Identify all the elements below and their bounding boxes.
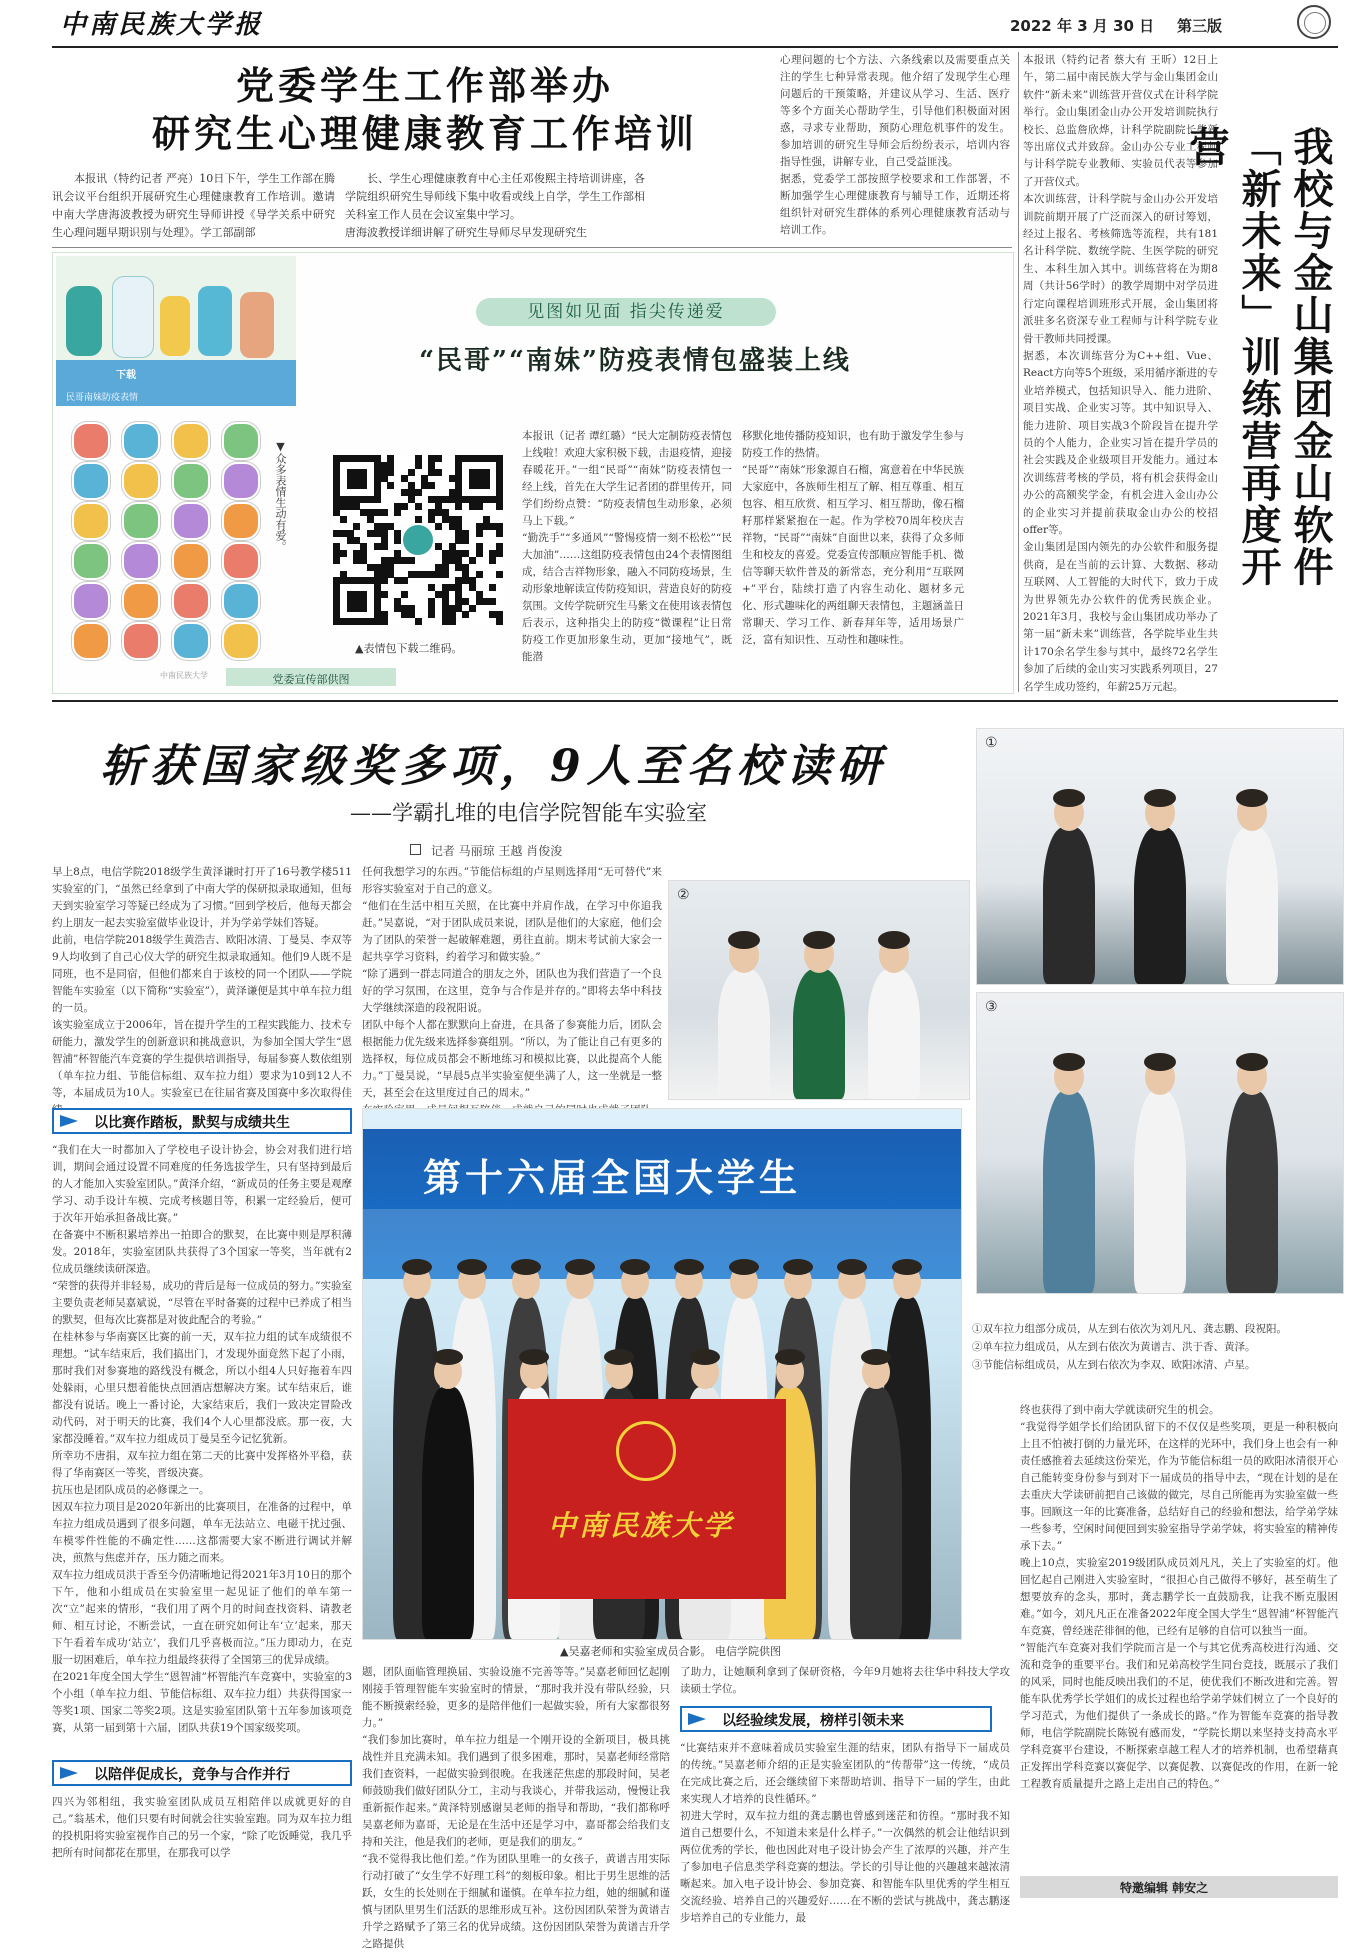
person-figure bbox=[1134, 827, 1186, 984]
photo-1 bbox=[976, 728, 1344, 985]
masthead-name: 中南民族大学报 bbox=[60, 10, 264, 40]
article1-col1: 本报讯（特约记者 严亮）10日下午，学生工作部在腾讯会议平台组织开展研究生心理健康教育工作培训。邀请中南大学唐海波教授为研究生导师讲授《导学关系中研究生心理问题早期识别与处理》。学工部副部 bbox=[52, 172, 335, 239]
qr-code-icon[interactable] bbox=[333, 455, 503, 625]
photo-3 bbox=[976, 992, 1344, 1294]
emoji-sticker bbox=[172, 622, 210, 660]
section-head-1: 以比赛作踏板，默契与成绩共生 bbox=[52, 1108, 352, 1134]
emoji-sticker bbox=[122, 462, 160, 500]
photo-3-number: ③ bbox=[985, 999, 998, 1015]
person-figure bbox=[793, 969, 845, 1099]
competition-banner: 第十六届全国大学生 bbox=[363, 1129, 961, 1279]
feature-col2-top: 任何我想学习的东西。”节能信标组的卢星则选择用“无可替代”来形容实验室对于自己的意义。 “他们在生活中相互关照，在比赛中并肩作战，在学习中你追我赶。”吴嘉说，“对于团队成员来说，团队是他们的大家庭，他们会为了团队的荣誉一起破解难题，勇往直前。期末考试前大家会一起共享学习资料，约着学习和做实验。” “除了遇到一群志同道合的朋友之外，团队也为我们营造了一个良好的学习氛围，在这里，竞争与合作是并存的。”即将去华中科技大学继续深造的段祝阳说。 团队中每个人都在默默向上奋进，在具备了参赛能力后，团队会根据能力优先级来选择参赛组别。“所以，为了能让自己有更多的选择权，每位成员都会不断地练习和模拟比赛，以此提高个人能力。”丁曼昊说，“早晨5点半实验室便坐满了人，这一坐就是一整天，甚至会在这里度过自己的周末。” bbox=[362, 866, 662, 1099]
emoji-sticker bbox=[172, 462, 210, 500]
emoji-body-col1: 本报讯（记者 谭红璐）“民大定制防疫表情包上线啦！欢迎大家积极下载，击退疫情，迎接春暖花开。”一组“民哥”“南妹”防疫表情包一经上线，首先在大学生记者团的群里传开，同学们纷纷点赞：“防疫表情包生动形象，必须马上下载。” “勤洗手”“多通风”“警惕疫情一刻不松松”“民大加油”……这组防疫表情包由24个表情图组成，结合吉祥物形象，融入不同防疫场景，生动形象地解读宣传防疫知识，营造良好的防疫氛围。文传学院研究生马紫文在使用该表情包后表示，这种指尖上的防疫“微课程”让日常防疫工作更加形象生动，更加“接地气”，既能潜 bbox=[522, 430, 732, 663]
feature-col1-intro: 早上8点，电信学院2018级学生黄泽谦时打开了16号教学楼511实验室的门，“虽然已经拿到了中南大学的保研拟录取通知，但每天到实验室学习等疑已经成为了习惯。”回到学校后，他每天都会约上朋友一起去实验室做毕业设计，并为学弟学妹们答疑。 此前，电信学院2018级学生黄浩吉、欧阳冰清、丁曼昊、李双等9人均收到了自己心仪大学的研究生拟录取通知。他们9人既不是同班，也不是同宿，但他们都来自于该校的同一个团队——学院智能车实验室（以下简称“实验室”），黄泽谦便是其中单车拉力组的一员。 该实验室成立于2006年，旨在提升学生的工程实践能力、技术专研能力，激发学生的创新意识和挑战意识，为参加全国大学生“恩智浦”杯智能汽车竞赛的学生提供培训指导，每届参赛人数依组别（单车拉力组、节能信标组、双车拉力组）要求为10到12人不等，本届成员为10人。实验室已在往届省赛及国赛中多次取得佳 bbox=[52, 866, 352, 1099]
emoji-sticker bbox=[72, 462, 110, 500]
person-figure bbox=[422, 1387, 474, 1639]
emoji-body-col2: 移默化地传播防疫知识，也有助于激发学生参与防疫工作的热情。 “民哥”“南妹”形象源自石榴，寓意着在中华民族大家庭中，各族师生相互了解、相互尊重、相互包容、相互欣赏、相互学习、相互帮助，像石榴籽那样紧紧抱在一起。作为学校70周年校庆吉祥物，“民哥”“南妹”自面世以来，获得了众多师生和校友的喜爱。党委宣传部顺应智能手机、微信等聊天软件普及的新常态，充分利用“互联网+”平台，陆续打造了内容生动化、题材多元化、形式趣味化的两组聊天表情包，主题涵盖日常聊天、学习工作、新春拜年等，适用场景广泛，富有知识性、互动性和趣味性。 bbox=[742, 430, 964, 646]
emoji-credit: 中南民族大学 bbox=[160, 671, 208, 680]
feature-byline: 记者 马丽琼 王越 肖俊浚 bbox=[410, 842, 562, 859]
section-head-3: 以经验续发展，榜样引领未来 bbox=[680, 1706, 992, 1732]
emoji-panel-download-label: 下载 bbox=[116, 370, 136, 381]
emoji-sticker bbox=[122, 502, 160, 540]
feature-col4: 终也获得了到中南大学就读研究生的机会。 “我觉得学姐学长们给团队留下的不仅仅是些奖项，更是一种积极向上且不怕被打倒的力量光环，在这样的光环中，我们身上也会有一种责任感推着去延续这份荣光，作为节能信标组一员的欧阳冰清很开心自己能转变身份参与到对下一届成员的指导中去，“现在计划的是在去重庆大学读研前把自己该做的做完，尽自己所能再为实验室做一些事。回顾这一年的比赛准备，总结好自己的经验和想法，给学弟学妹一些参考，空闲时间便回到实验室指导学弟学妹，将实验室的精神传承下去。” 晚上10点，实验室2019级团队成员刘凡凡，关上了实验室的灯。他回忆起自己刚进入实验室时，“很担心自己做得不够好，甚至萌生了想要放弃的念头，那时，龚志鹏学长一直鼓励我，让我不断克服困难。”如今，刘凡凡正在准备2022年度全国大学生“恩智浦”杯智能汽车竞赛，曾经迷茫徘徊的他，已经有足够的自信可以独当一面。 “智能汽车竞赛对我们学院而言是一个与其它优秀高校进行沟通、交流和竞争的重要平台。我们和兄弟高校学生同台竞技，既展示了我们的风采，同时也能反映出我们的不足，使优我们不断改进和完善。智能车队优秀学长学姐们的成长过程也给学弟学妹们树立了一个良好的学习范式，为他们提供了一条成长的路。”作为智能车竞赛的指导教师，电信学院副院长陈锐有感而发，“学院长期以来坚持支持高水平学科竞赛平台建设，不断探索卓越工程人才的培养机制，也希望藉真正发挥出学科竞赛以赛促学、以赛促教、以赛促改的作用，在新一轮工程教育质量提升之路上走出自己的特色。” bbox=[1020, 1404, 1338, 1790]
photo-captions bbox=[972, 1320, 1342, 1374]
emoji-sticker bbox=[172, 502, 210, 540]
emoji-banner: 见图如见面 指尖传递爱 bbox=[476, 298, 776, 326]
emoji-sticker-grid bbox=[68, 420, 268, 665]
article1-title: 党委学生工作部举办 研究生心理健康教育工作培训 bbox=[151, 63, 698, 156]
emoji-panel-name-label: 民哥南妹防疫表情 bbox=[66, 393, 139, 403]
emoji-sticker bbox=[122, 422, 160, 460]
emoji-sticker bbox=[122, 542, 160, 580]
person-figure bbox=[1043, 827, 1095, 984]
feature-col3-top: 了助力，让她顺利拿到了保研资格，今年9月她将去往华中科技大学攻读硕士学位。 bbox=[680, 1666, 1010, 1695]
emoji-cartoon-strip bbox=[56, 256, 296, 406]
feature-col1-body: “我们在大一时都加入了学校电子设计协会，协会对我们进行培训，期间会通过设置不同难度的任务选拔学生，只有坚持到最后的人才能加入实验室团队。”黄泽介绍，“新成员的任务主要是观摩学习、动手设计车模、完成考核题目等，积累一定经验后，便可于次年开始承担备战比赛。” 在备赛中不断积累培养出一拍即合的默契，在比赛中则是厚积薄发。2018年，实验室团队共获得了3个国家一等奖，当年就有2位成员继续读研深造。 “荣誉的获得并非轻易，成功的背后是每一位成员的努力。”实验室主要负责老师吴嘉斌说，“尽管在平时备赛的过程中已养成了相当的默契，但每次比赛都是对彼此配合的考验。” 在桂林参与华南赛区比赛的前一天，双车拉力组的试车成绩很不理想。“试车结束后，我们搞出门，才发现外面竟然下起了小雨，那时我们对参赛地的路线没有概念，所以小组4人只好拖着车四处躲雨，心里只想着能快点回酒店想解决方案。试车结束后，谁都没有说话。晚上一番讨论，大家结束后，我们一致决定冒险改动代码，对于明天的比赛，我们4个人心里都没底。那一夜，大家都没睡着。”双车拉力组成员丁曼昊至今记忆犹新。 所幸功不唐捐，双车拉力组在第二天的比赛中发挥格外平稳，获得了华南赛区一等奖，晋级决赛。 抗压也是团队成员的必修课之一。 因双车拉力项目是2020年新出的比赛项目，在准备的过程中，单车拉力组成员遇到了很多问题，单车无法站立、电磁干扰过强、车模零件性能的不确定性……这都需要大家不断进行调试并解决，煎熬与焦虑并存，压力随之而来。 双车拉力组成员洪于香至今仍清晰地记得2021年3月10日的那个下午，他和小组成员在实验室里一起见证了他们的单车第一次“立”起来的情形，“我们用了两个月的时间查找资料、请教老师、相互讨论，不断尝试，一直在研究如何让车‘立’起来，那天下午看着车成功‘站立’，我们几乎喜极而泣。”压力即动力，在克服一切困难后，单车拉力组最终获得了全国第三的优异成绩。 在2021年度全国大学生“恩智浦”杯智能汽车竞赛中，实验室的3个小组（单车拉力组、节能信标组、双车拉力组）共获得国家一等奖1项、国家二等奖2项。这是实验室团队第十五年参加该项竞赛，从第一届到第十六届，团队共获19个国家级奖项。 bbox=[52, 1144, 352, 1734]
emoji-sticker bbox=[72, 582, 110, 620]
caption-3: ③节能信标组成员，从左到右依次为李双、欧阳冰清、卢星。 bbox=[972, 1359, 1256, 1371]
emoji-sticker bbox=[222, 582, 260, 620]
person-figure bbox=[1226, 1091, 1278, 1293]
emoji-sticker bbox=[172, 422, 210, 460]
person-figure bbox=[1226, 827, 1278, 984]
caption-1: ①双车拉力组部分成员，从左到右依次为刘凡凡、龚志鹏、段祝阳。 bbox=[972, 1323, 1287, 1335]
emoji-sticker bbox=[122, 622, 160, 660]
issue-date: 2022 年 3 月 30 日 bbox=[1010, 17, 1155, 35]
person-figure bbox=[1043, 1091, 1095, 1293]
emoji-sticker bbox=[172, 582, 210, 620]
feature-top-rule bbox=[52, 700, 1338, 702]
person-figure bbox=[1134, 1091, 1186, 1293]
byline-icon bbox=[410, 844, 421, 855]
person-figure bbox=[718, 969, 770, 1099]
article2-title: 我校与金山集团金山软件「新未来」训练营再度开营 bbox=[1183, 126, 1334, 588]
group-photo bbox=[362, 1108, 962, 1640]
emoji-title: “民哥”“南妹”防疫表情包盛装上线 bbox=[419, 346, 851, 376]
university-flag: 中南民族大学 bbox=[508, 1399, 786, 1599]
emoji-sticker bbox=[222, 502, 260, 540]
qr-caption: ▲表情包下载二维码。 bbox=[355, 642, 463, 655]
article1-col3: 心理问题的七个方法、六条线索以及需要重点关注的学生七种异常表现。他介绍了发现学生心理问题后的干预策略，并建议从学习、生活、医疗等多个方面关心帮助学生，引导他们积极面对困惑，寻求专业帮助，预防心理危机事件的发生。参加培训的研究生导师会后纷纷表示，培训内容指导性强，讲解专业，自己受益匪浅。 据悉，党委学工部按照学校要求和工作部署，不断加强学生心理健康教育与辅导工作，近期还将组织针对研究生群体的系列心理健康教育活动与培训工作。 bbox=[780, 54, 1010, 236]
section-arrow-icon bbox=[688, 1713, 706, 1725]
article1-col2: 长、学生心理健康教育中心主任邓俊熙主持培训讲座，各学院组织研究生导师线下集中收看或线上自学，学生工作部相关科室工作人员在会议室集中学习。 唐海波教授详细讲解了研究生导师尽早发现研究生 bbox=[345, 172, 645, 239]
feature-col1-tail: 四兴为邻相纽，我实验室团队成员互相陪伴以成就更好的自己。”翁基术，他们只要有时间就会往实验室跑。同为双车拉力组的投机阳将实验室视作自己的另一个家，“除了吃饭睡觉，我几乎把所有时间都花在那里，在那我可以学 bbox=[52, 1796, 352, 1859]
article1-divider bbox=[52, 247, 1012, 248]
article2-body: 本报讯（特约记者 蔡大有 王昕）12日上午，第二届中南民族大学与金山集团金山软件“新未来”训练营开营仪式在计科学院举行。金山集团金山办公开发培训院执行校长、总监詹欣烨，计科学院副院长柴新等出席仪式并致辞。金山办公专业工程师与计科学院专业教师、实验员代表等参加了开营仪式。 本次训练营，计科学院与金山办公开发培训院前期开展了广泛而深入的研讨筹划，经过上报名、考核筛选等流程，共有181名计科学院、数统学院、生医学院的研究生、本科生加入其中。训练营将在为期8周（共计56学时）的教学周期中对学员进行定向课程培训班形式开展，金山集团将派驻多名资深专业工程师与计科学院专业骨干教师共同授课。 据悉，本次训练营分为C++组、Vue、React方向等5个班级，采用循序渐进的专业培养模式，包括知识导入、能力进阶、项目实战、企业实习等。其中知识导入、能力进阶、项目实战3个阶段旨在提升学员的个人能力，企业实习旨在提升学员的社会实践及企业级项目开发能力。通过本次训练营考核的学员，将有机会获得金山办公的高额奖学金，有机会进入金山办公的企业实习并提前获取金山办公的校招offer等。 金山集团是国内领先的办公软件和服务提供商，是在当前的云计算、大数据、移动互联网、人工智能的大时代下，致力于成为世界领先办公软件的优秀民族企业。2021年3月，我校与金山集团成功举办了第一届“新未来”训练营，各学院毕业生共计170余名学生参与其中，最终72名学生参加了后续的金山实习实践系列项目，27名学生成功签约，年薪25万元起。 bbox=[1023, 54, 1218, 693]
feature-subtitle: ——学霸扎堆的电信学院智能车实验室 bbox=[350, 801, 707, 825]
emoji-sticker bbox=[222, 462, 260, 500]
section-arrow-icon bbox=[60, 1767, 78, 1779]
emoji-sticker bbox=[222, 622, 260, 660]
emoji-sticker bbox=[72, 542, 110, 580]
emoji-sticker bbox=[222, 542, 260, 580]
masthead-rule bbox=[52, 46, 1338, 48]
emoji-sticker bbox=[72, 622, 110, 660]
person-figure bbox=[850, 1387, 902, 1639]
emoji-sticker bbox=[222, 422, 260, 460]
flag-emblem-icon bbox=[616, 1421, 676, 1481]
section-head-2: 以陪伴促成长，竞争与合作并行 bbox=[52, 1760, 352, 1786]
emoji-sticker bbox=[122, 582, 160, 620]
feature-col3-body: “比赛结束并不意味着成员实验室生涯的结束，团队有指导下一届成员的传统。”吴嘉老师介绍的正是实验室团队的“传帮带”这一传统，“成员在完成比赛之后，还会继续留下来帮助培训、指导下一届的学生，由此来实现人才培养的良性循环。” 初进大学时，双车拉力组的龚志鹏也曾感到迷茫和彷徨。“那时我不知道自己想要什么，不知道未来是什么样子。”一次偶然的机会让他结识到两位优秀的学长，他也因此对电子设计协会产生了浓厚的兴趣，并产生了参加电子信息类学科竞赛的想法。学长的引导让他的兴趣越来越浓清晰起来。加入电子设计协会、参加竞赛、和智能车队里优秀的学生相互交流经验、培养自己的兴趣爱好……在不断的尝试与挑战中，龚志鹏逐步培养自己的专业能力，最 bbox=[680, 1742, 1010, 1924]
section-arrow-icon bbox=[60, 1115, 78, 1127]
emoji-sticker bbox=[72, 422, 110, 460]
emoji-tag: 党委宣传部供图 bbox=[226, 668, 396, 686]
university-seal-icon bbox=[1297, 5, 1331, 39]
editor-credit: 特邀编辑 韩安之 bbox=[1020, 1876, 1338, 1898]
group-photo-caption: ▲吴嘉老师和实验室成员合影。 电信学院供图 bbox=[560, 1645, 781, 1658]
feature-col2-bottom: 题，团队面临管理换届、实验设施不完善等等。”吴嘉老师回忆起刚刚接手管理智能车实验室时的情景，“那时我并没有带队经验，只能不断摸索经验，更多的是陪伴他们一起做实验，所有大家都很努力。” “我们参加比赛时，单车拉力组是一个刚开设的全新项目，极具挑战性并且充满未知。我们遇到了很多困难，那时，吴嘉老师经常陪我们查资料，一起做实验到很晚。在我迷茫焦虑的那段时间，吴老师鼓励我们做好团队分工，主动与我谈心，并带我运动，慢慢让我重新振作起来。”黄泽特别感谢吴老师的指导和帮助，“我们都称呼吴嘉老师为嘉哥，无论是在生活中还是学习中，嘉哥都会给我们支持和关注，他是我们的老师，更是我们的朋友。” “我不觉得我比他们差。”作为团队里唯一的女孩子，黄谱吉用实际行动打破了“女生学不好理工科”的刻板印象。相比于男生思维的活跃，女生的长处则在于细腻和谨慎。在单车拉力组，她的细腻和谨慎与团队里男生们活跃的思维形成互补。这份因团队荣誉为黄谱吉升学之路赋予了第三名的优异成绩。这份因团队荣誉为黄谱吉升学之路提供 bbox=[362, 1666, 670, 1950]
photo-2 bbox=[668, 880, 970, 1100]
feature-title: 斩获国家级奖多项，9人至名校读研 bbox=[100, 741, 887, 792]
emoji-sticker bbox=[172, 542, 210, 580]
caption-2: ②单车拉力组成员，从左到右依次为黄谱吉、洪于香、黄泽。 bbox=[972, 1341, 1256, 1353]
emoji-vertical-caption: ▼众多表情生动有爱。 bbox=[274, 440, 287, 552]
qr-mascot-icon bbox=[401, 523, 435, 557]
emoji-sticker bbox=[72, 502, 110, 540]
edition-label: 第三版 bbox=[1177, 17, 1223, 35]
person-figure bbox=[868, 969, 920, 1099]
photo-1-number: ① bbox=[985, 735, 998, 751]
article2-left-rule bbox=[1018, 52, 1019, 692]
photo-2-number: ② bbox=[677, 887, 690, 903]
